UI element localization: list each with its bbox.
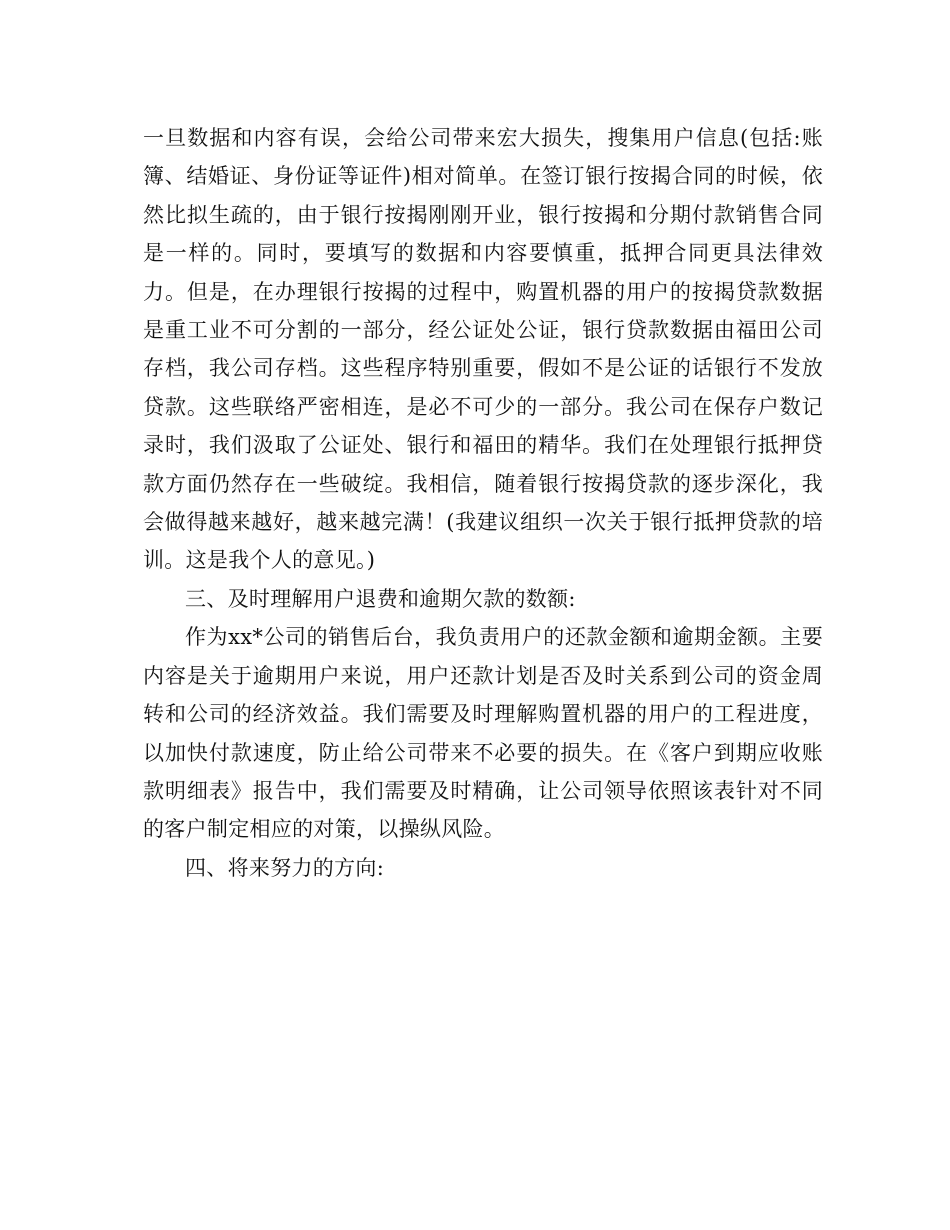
document-body xyxy=(143,119,823,887)
section-heading-4: 四、将来努力的方向: xyxy=(185,855,385,880)
paragraph-continued: 一旦数据和内容有误，会给公司带来宏大损失，搜集用户信息(包括:账簿、结婚证、身份证等证件)相对简单。在签订银行按揭合同的时候，依然比拟生疏的，由于银行按揭刚刚开业，银行按揭和分期付款销售合同是一样的。同时，要填写的数据和内容要慎重，抵押合同更具法律效力。但是，在办理银行按揭的过程中，购置机器的用户的按揭贷款数据是重工业不可分割的一部分，经公证处公证，银行贷款数据由福田公司存档，我公司存档。这些程序特别重要，假如不是公证的话银行不发放贷款。这些联络严密相连，是必不可少的一部分。我公司在保存户数记录时，我们汲取了公证处、银行和福田的精华。我们在处理银行抵押贷款方面仍然存在一些破绽。我相信，随着银行按揭贷款的逐步深化，我会做得越来越好，越来越完满！(我建议组织一次关于银行抵押贷款的培训。这是我个人的意见。) xyxy=(143,126,823,573)
section-heading-3: 三、及时理解用户退费和逾期欠款的数额: xyxy=(185,586,576,611)
paragraph-section-3: 作为xx*公司的销售后台，我负责用户的还款金额和逾期金额。主要内容是关于逾期用户来说，用户还款计划是否及时关系到公司的资金周转和公司的经济效益。我们需要及时理解购置机器的用户的工程进度，以加快付款速度，防止给公司带来不必要的损失。在《客户到期应收账款明细表》报告中，我们需要及时精确，让公司领导依照该表针对不同的客户制定相应的对策，以操纵风险。 xyxy=(143,625,823,842)
